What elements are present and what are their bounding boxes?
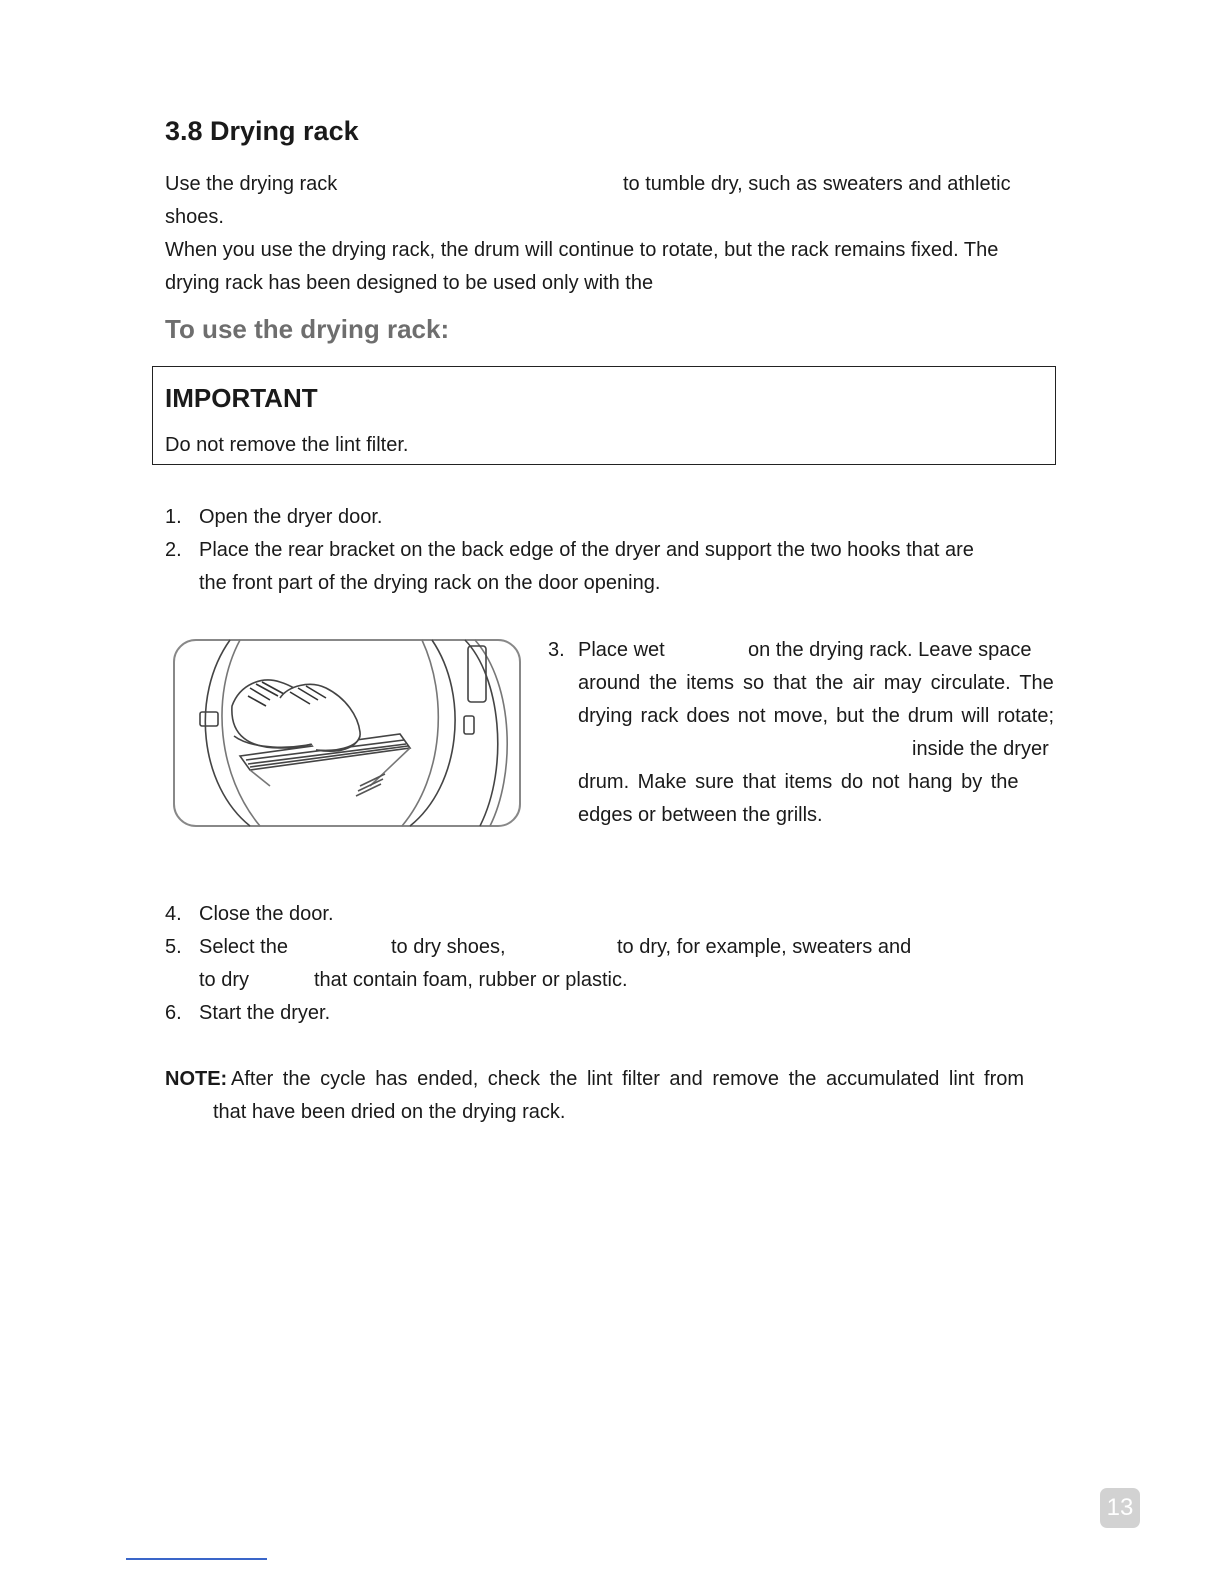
intro-line-2: shoes. [165, 206, 224, 228]
important-text: Do not remove the lint filter. [165, 434, 409, 456]
step-3-line-1b: on the drying rack. Leave space [748, 639, 1032, 661]
step-5-line-1c: to dry, for example, sweaters and [617, 936, 912, 958]
note-line-2: that have been dried on the drying rack. [213, 1101, 566, 1123]
important-title: IMPORTANT [165, 383, 318, 413]
step-4-text: Close the door. [199, 903, 334, 925]
step-5-line-2a: to dry [199, 969, 250, 991]
intro-line-3: When you use the drying rack, the drum will continue to rotate, but the rack remains fixed. The [165, 239, 999, 261]
section-title: 3.8 Drying rack [165, 116, 359, 146]
step-1-number: 1. [165, 506, 182, 528]
step-1-text: Open the dryer door. [199, 506, 383, 528]
step-3-line-3: drying rack does not move, but the drum will rotate; [578, 705, 1055, 727]
intro-line-4: drying rack has been designed to be used only with the [165, 272, 654, 294]
step-2-line-2: the front part of the drying rack on the door opening. [199, 572, 661, 594]
step-3-number: 3. [548, 639, 565, 661]
footer-rule [126, 1558, 267, 1560]
step-3-line-6: edges or between the grills. [578, 804, 823, 826]
step-5-line-1a: Select the [199, 936, 288, 958]
important-box [152, 366, 1056, 465]
step-5-number: 5. [165, 936, 182, 958]
intro-line-1a: Use the drying rack [165, 173, 338, 195]
step-4-number: 4. [165, 903, 182, 925]
dryer-rack-figure [170, 636, 524, 830]
page-number: 13 [1100, 1488, 1140, 1528]
note-label: NOTE: [165, 1068, 228, 1090]
note-line-1: After the cycle has ended, check the lint filter and remove the accumulated lint from [231, 1068, 1025, 1090]
subheading: To use the drying rack: [165, 314, 450, 344]
step-3-line-5: drum. Make sure that items do not hang by the [578, 771, 1019, 793]
intro-line-1b: to tumble dry, such as sweaters and athletic [623, 173, 1011, 195]
step-2-number: 2. [165, 539, 182, 561]
step-3-line-1a: Place wet [578, 639, 665, 661]
step-6-number: 6. [165, 1002, 182, 1024]
step-5-line-1b: to dry shoes, [391, 936, 506, 958]
step-6-text: Start the dryer. [199, 1002, 331, 1024]
step-3-line-4: inside the dryer [912, 738, 1049, 760]
dryer-drying-rack-shoes-illustration [170, 636, 524, 830]
step-3-line-2-text: around the items so that the air may circulate. The [578, 672, 1054, 694]
step-3-line-2 [578, 667, 1072, 700]
step-5-line-2b: that contain foam, rubber or plastic. [314, 969, 628, 991]
step-2-line-1: Place the rear bracket on the back edge of the dryer and support the two hooks that are [199, 539, 974, 561]
